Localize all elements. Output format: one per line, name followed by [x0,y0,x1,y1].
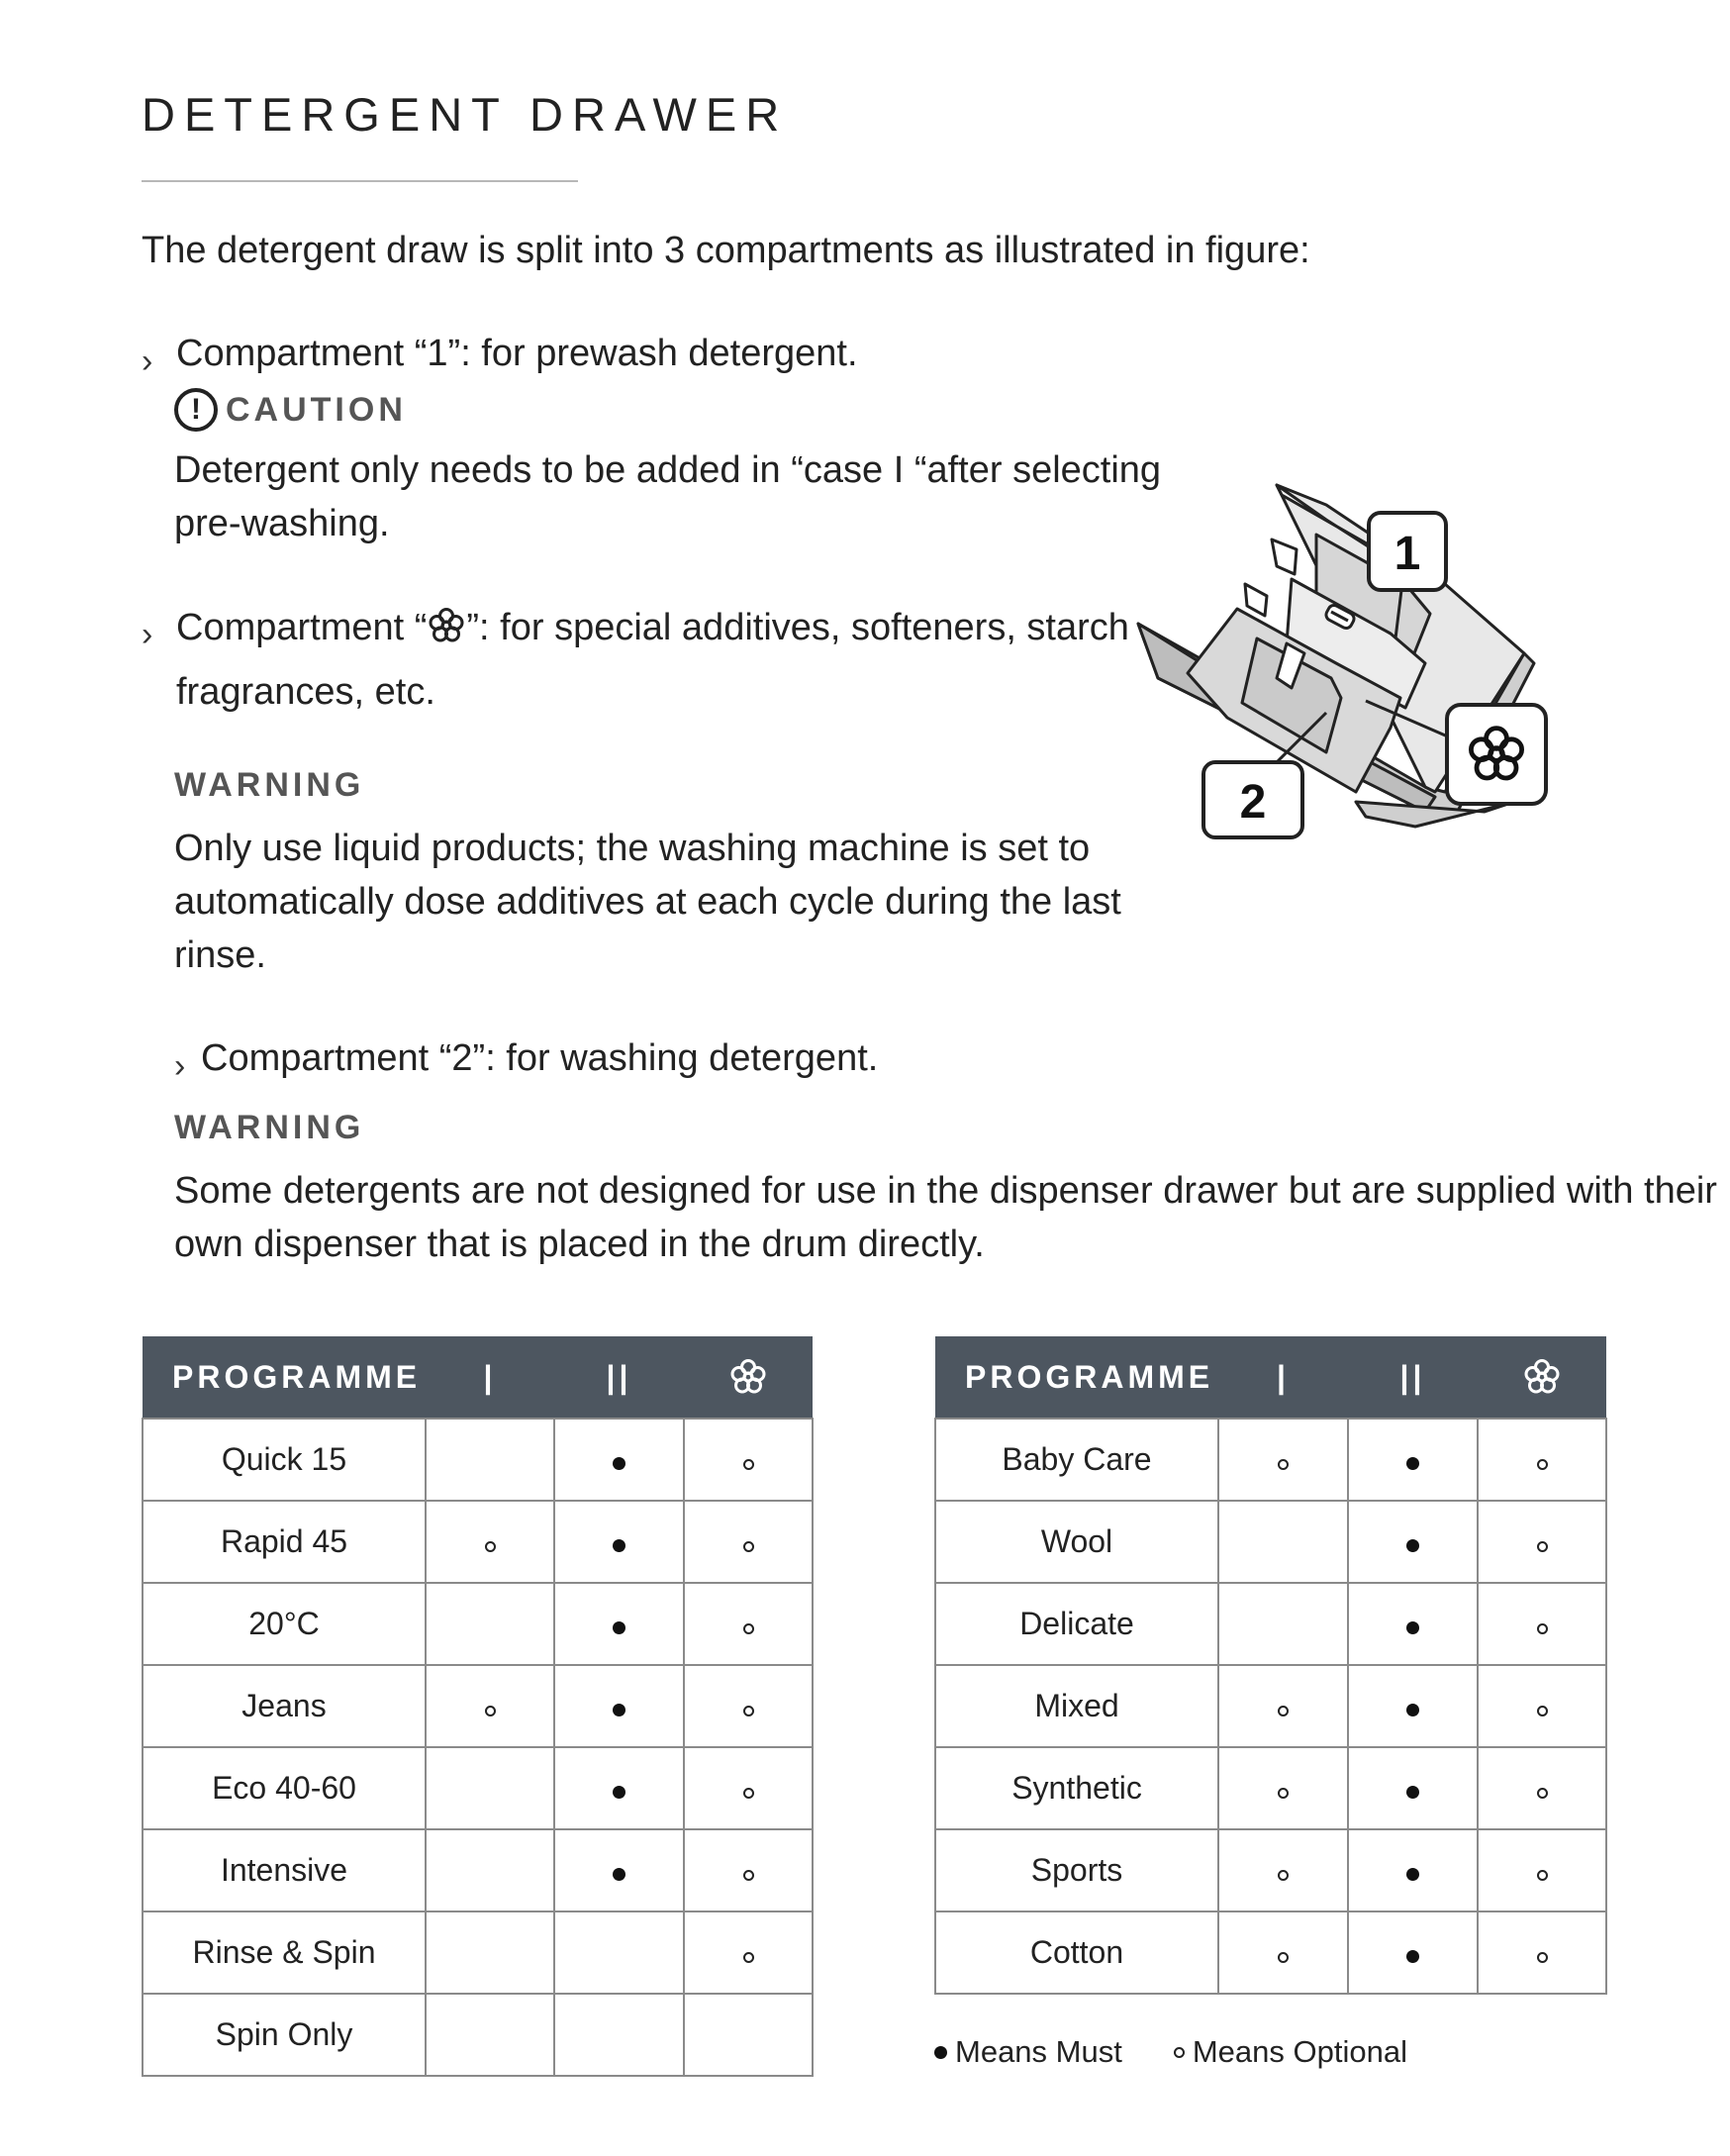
cell-prewash [1218,1583,1348,1665]
cell-prewash [426,1747,554,1829]
filled-dot-icon [1406,1786,1419,1799]
programme-name: Rinse & Spin [143,1911,426,1994]
legend-optional-label: Means Optional [1192,2034,1407,2069]
programme-name: Delicate [935,1583,1218,1665]
hollow-dot-icon [1278,1706,1289,1716]
hollow-dot-icon [743,1541,754,1552]
header-programme: PROGRAMME [143,1336,426,1419]
table-header-row [143,1336,813,1419]
compartment-1-text: Compartment “1”: for prewash detergent. [176,333,858,374]
cell-prewash [426,1829,554,1911]
table-row [935,1911,1606,1994]
hollow-dot-icon [485,1706,496,1716]
title-underline [142,180,578,182]
table-row [935,1665,1606,1747]
intro-text: The detergent draw is split into 3 compartments as illustrated in figure: [142,230,1310,271]
caution-line-2: pre-washing. [174,503,390,544]
page-title: DETERGENT DRAWER [142,88,789,141]
cell-prewash [426,1665,554,1747]
filled-dot-icon [613,1457,625,1470]
programme-name: Intensive [143,1829,426,1911]
hollow-dot-icon [485,1541,496,1552]
cell-softener [1478,1665,1606,1747]
table-row [935,1829,1606,1911]
header-prewash: | [426,1336,554,1419]
programme-name: Quick 15 [143,1419,426,1501]
programme-name: Cotton [935,1911,1218,1994]
table-row [935,1583,1606,1665]
programme-name: 20°C [143,1583,426,1665]
cell-prewash [426,1911,554,1994]
wash-warning-line-1: Some detergents are not designed for use in the dispenser drawer but are supplied with their [174,1170,1717,1212]
cell-softener [684,1829,813,1911]
wash-warning-line-2: own dispenser that is placed in the drum directly. [174,1224,985,1265]
callout-label-2: 2 [1239,776,1267,829]
cell-prewash [426,1419,554,1501]
filled-dot-icon [1406,1950,1419,1963]
header-softener [684,1336,813,1419]
programme-table-right [934,1336,1607,1995]
hollow-dot-icon [1278,1870,1289,1881]
legend-must-label: Means Must [955,2034,1122,2069]
cell-wash [1348,1501,1478,1583]
filled-dot-icon [1406,1539,1419,1552]
filled-dot-icon [613,1786,625,1799]
cell-prewash [1218,1829,1348,1911]
cell-wash [1348,1583,1478,1665]
hollow-dot-icon [743,1459,754,1470]
hollow-dot-icon [1278,1952,1289,1963]
hollow-dot-icon [743,1870,754,1881]
cell-wash [554,1994,684,2076]
cell-prewash [1218,1419,1348,1501]
hollow-dot-icon [1278,1788,1289,1799]
cell-wash [1348,1911,1478,1994]
softener-warning-line-3: rinse. [174,934,266,976]
filled-dot-icon [1406,1868,1419,1881]
softener-warning-line-2: automatically dose additives at each cycle during the last [174,881,1121,923]
programme-name: Synthetic [935,1747,1218,1829]
programme-name: Rapid 45 [143,1501,426,1583]
hollow-dot-icon [1537,1459,1548,1470]
filled-dot-icon [1406,1621,1419,1634]
cell-prewash [426,1583,554,1665]
programme-name: Jeans [143,1665,426,1747]
cell-prewash [1218,1911,1348,1994]
hollow-dot-icon [1174,2047,1185,2058]
filled-dot-icon [613,1704,625,1716]
cell-prewash [1218,1747,1348,1829]
cell-softener [684,1665,813,1747]
warning-label: WARNING [174,766,365,804]
cell-wash [554,1829,684,1911]
cell-softener [1478,1501,1606,1583]
table-row [143,1911,813,1994]
cell-softener [1478,1583,1606,1665]
cell-wash [554,1911,684,1994]
softener-warning-line-1: Only use liquid products; the washing machine is set to [174,828,1091,869]
table-row [143,1829,813,1911]
callout-1 [1369,513,1446,590]
programme-name: Mixed [935,1665,1218,1747]
cell-softener [684,1583,813,1665]
flower-icon [427,606,466,645]
header-wash: || [554,1336,684,1419]
cell-wash [554,1419,684,1501]
cell-softener [1478,1829,1606,1911]
detergent-drawer-illustration [1128,475,1603,881]
table-row [143,1501,813,1583]
cell-wash [554,1501,684,1583]
table-row [143,1994,813,2076]
table-row [935,1747,1606,1829]
filled-dot-icon [1406,1704,1419,1716]
hollow-dot-icon [743,1788,754,1799]
caution-line-1: Detergent only needs to be added in “case I “after selecting [174,449,1162,491]
programme-name: Sports [935,1829,1218,1911]
cell-wash [554,1665,684,1747]
compartment-softener-text-after: ”: for special additives, softeners, starch [466,607,1129,648]
callout-label-1: 1 [1394,528,1421,580]
table-header-row [935,1336,1606,1419]
legend [934,2034,1459,2070]
programme-name: Baby Care [935,1419,1218,1501]
cell-prewash [1218,1665,1348,1747]
cell-prewash [426,1501,554,1583]
hollow-dot-icon [1537,1870,1548,1881]
cell-softener [684,1911,813,1994]
cell-wash [1348,1665,1478,1747]
hollow-dot-icon [1537,1706,1548,1716]
compartment-softener-text [176,606,1129,649]
hollow-dot-icon [1537,1541,1548,1552]
programme-name: Wool [935,1501,1218,1583]
bullet-marker: › [142,343,153,380]
cell-softener [684,1994,813,2076]
hollow-dot-icon [1537,1952,1548,1963]
cell-softener [684,1419,813,1501]
table-row [143,1583,813,1665]
legend-optional [1174,2034,1407,2070]
cell-prewash [426,1994,554,2076]
header-programme: PROGRAMME [935,1336,1218,1419]
callout-softener [1447,705,1546,804]
cell-wash [1348,1747,1478,1829]
programme-table-left [142,1336,814,2077]
cell-prewash [1218,1501,1348,1583]
filled-dot-icon [613,1539,625,1552]
header-softener [1478,1336,1606,1419]
header-wash: || [1348,1336,1478,1419]
filled-dot-icon [1406,1457,1419,1470]
caution-label: CAUTION [226,390,407,429]
cell-wash [1348,1829,1478,1911]
hollow-dot-icon [1537,1623,1548,1634]
table-row [143,1747,813,1829]
programme-name: Spin Only [143,1994,426,2076]
table-row [143,1665,813,1747]
flower-icon [1522,1357,1562,1397]
table-row [935,1419,1606,1501]
hollow-dot-icon [743,1623,754,1634]
filled-dot-icon [613,1621,625,1634]
hollow-dot-icon [743,1952,754,1963]
compartment-2-text: Compartment “2”: for washing detergent. [201,1037,879,1079]
legend-must [934,2034,1122,2070]
cell-wash [554,1747,684,1829]
hollow-dot-icon [1537,1788,1548,1799]
filled-dot-icon [613,1868,625,1881]
flower-icon [728,1357,768,1397]
cell-softener [1478,1419,1606,1501]
cell-softener [1478,1747,1606,1829]
programme-name: Eco 40-60 [143,1747,426,1829]
cell-wash [1348,1419,1478,1501]
cell-wash [554,1583,684,1665]
cell-softener [1478,1911,1606,1994]
hollow-dot-icon [1278,1459,1289,1470]
header-prewash: | [1218,1336,1348,1419]
cell-softener [684,1501,813,1583]
table-row [935,1501,1606,1583]
caution-block [174,388,407,432]
callout-2 [1203,762,1302,837]
warning-label: WARNING [174,1109,365,1146]
cell-softener [684,1747,813,1829]
bullet-marker: › [142,616,153,653]
bullet-marker: › [174,1047,186,1085]
caution-icon: ! [174,388,218,432]
hollow-dot-icon [743,1706,754,1716]
filled-dot-icon [934,2046,947,2059]
compartment-softener-text-before: Compartment “ [176,607,428,648]
compartment-softener-line-2: fragrances, etc. [176,671,435,713]
table-row [143,1419,813,1501]
